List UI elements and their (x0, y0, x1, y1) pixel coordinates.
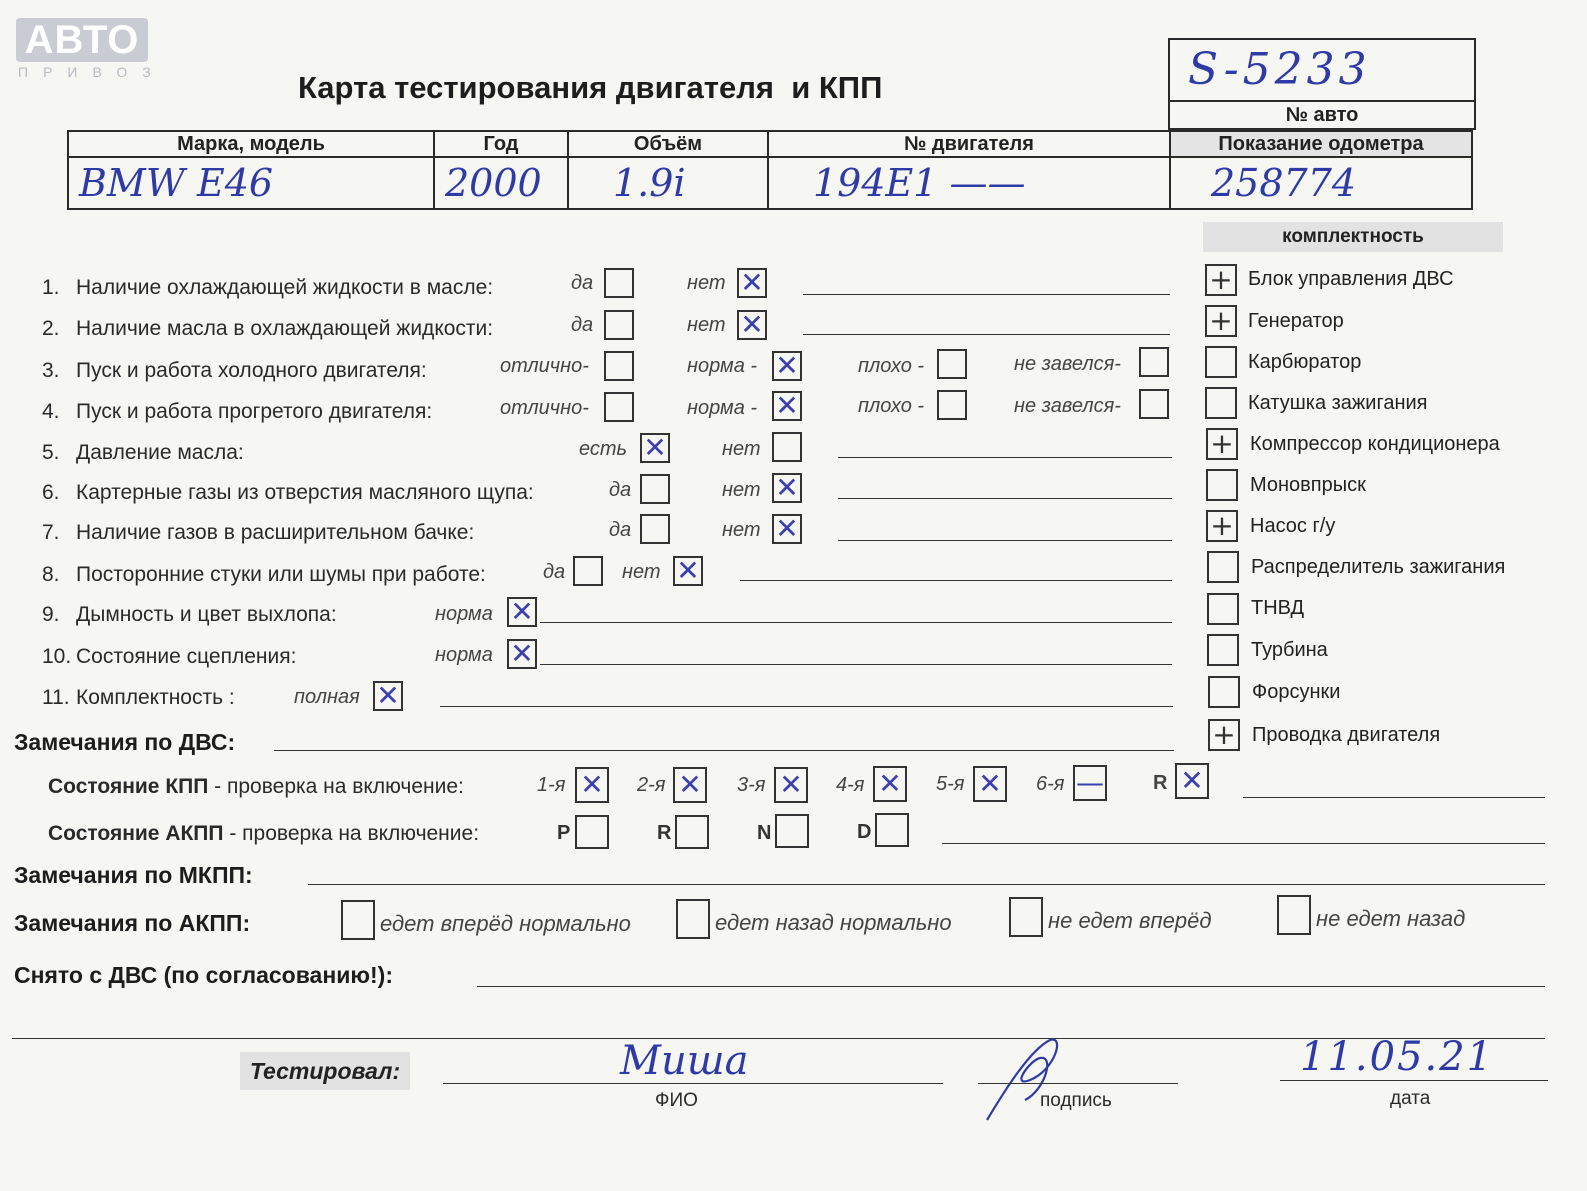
check-mark-icon: ✕ (775, 471, 799, 504)
completeness-label-power-steering-pump: Насос г/у (1250, 515, 1336, 537)
kpp-gear-1-checkbox[interactable] (575, 767, 609, 803)
check-mark-icon: ✕ (775, 349, 799, 382)
kpp-reverse-label: R (1153, 772, 1168, 794)
q3-no-start-label: не завелся- (1014, 353, 1121, 375)
q4-no-start-checkbox[interactable] (1139, 389, 1169, 419)
remarks-mkpp-line[interactable] (308, 884, 1545, 885)
kpp-gear-5-checkbox[interactable] (973, 766, 1007, 802)
question-9: 9. Дымность и цвет выхлопа: (42, 603, 337, 626)
q4-normal-checkbox[interactable] (772, 391, 802, 421)
q10-normal-checkbox[interactable] (507, 639, 537, 669)
q5-absent-label: нет (722, 438, 761, 460)
q7-yes-checkbox[interactable] (640, 514, 670, 544)
dash-mark-icon: — (1076, 766, 1104, 799)
removed-line-1[interactable] (477, 986, 1545, 987)
q10-normal-label: норма (435, 644, 493, 666)
check-mark-icon: ✕ (878, 767, 902, 800)
q4-bad-checkbox[interactable] (937, 390, 967, 420)
q3-no-start-checkbox[interactable] (1139, 347, 1169, 377)
completeness-label-injectors: Форсунки (1252, 681, 1341, 703)
akpp-reverse-ok-label: едет назад нормально (715, 910, 952, 935)
tested-by-label: Тестировал: (240, 1052, 410, 1090)
q2-yes-label: да (571, 314, 594, 336)
q3-normal-label: норма - (687, 355, 758, 377)
q11-notes-line[interactable] (440, 706, 1173, 707)
kpp-gear-5-label: 5-я (936, 773, 965, 795)
akpp-reverse-ok-checkbox[interactable] (676, 899, 710, 939)
question-4: 4. Пуск и работа прогретого двигателя: (42, 400, 433, 423)
question-7: 7. Наличие газов в расширительном бачке: (42, 521, 475, 544)
col-year: Год (434, 131, 568, 157)
completeness-checkbox-ecu[interactable] (1205, 264, 1237, 296)
fio-line[interactable] (443, 1083, 943, 1084)
q2-no-checkbox[interactable] (737, 310, 767, 340)
date-value: 11.05.21 (1300, 1034, 1495, 1080)
q1-yes-checkbox[interactable] (604, 268, 634, 298)
completeness-label-turbo: Турбина (1251, 639, 1328, 661)
q9-notes-line[interactable] (540, 622, 1172, 623)
kpp-reverse-checkbox[interactable] (1175, 763, 1209, 799)
akpp-no-forward-label: не едет вперёд (1048, 908, 1212, 933)
kpp-gear-6-checkbox[interactable] (1073, 765, 1107, 801)
q8-no-checkbox[interactable] (673, 556, 703, 586)
check-mark-icon: ✕ (775, 512, 799, 545)
logo-main: АВТО (16, 18, 148, 62)
q4-normal-label: норма - (687, 397, 758, 419)
check-mark-icon: ✕ (1180, 764, 1204, 797)
q8-yes-label: да (543, 561, 566, 583)
col-odometer: Показание одометра (1170, 131, 1472, 157)
q1-no-label: нет (687, 272, 726, 294)
akpp-label: Состояние АКПП - проверка на включение: (48, 822, 480, 845)
completeness-label-injection-pump: ТНВД (1251, 597, 1305, 619)
check-mark-icon: ✕ (643, 431, 667, 464)
check-mark-icon: ✕ (775, 389, 799, 422)
q3-bad-label: плохо - (858, 355, 925, 377)
q4-excellent-checkbox[interactable] (604, 392, 634, 422)
logo-sub: ПРИВОЗ (18, 64, 166, 80)
akpp-p-label: P (557, 822, 571, 844)
q2-notes-line[interactable] (803, 334, 1170, 335)
fio-signature: Миша (620, 1038, 749, 1084)
question-11: 11. Комплектность : (42, 686, 235, 709)
question-2: 2. Наличие масла в охлаждающей жидкости: (42, 317, 494, 340)
value-make-model: BMW E46 (68, 157, 434, 209)
akpp-n-label: N (757, 822, 772, 844)
q6-yes-checkbox[interactable] (640, 474, 670, 504)
signature-line[interactable] (978, 1083, 1178, 1084)
q5-present-label: есть (579, 438, 628, 460)
col-volume: Объём (568, 131, 768, 157)
q4-bad-label: плохо - (858, 395, 925, 417)
kpp-gear-1-label: 1-я (537, 774, 566, 796)
col-engine-number: № двигателя (768, 131, 1170, 157)
completeness-label-generator: Генератор (1248, 310, 1344, 332)
kpp-gear-4-checkbox[interactable] (873, 766, 907, 802)
question-10: 10. Состояние сцепления: (42, 645, 297, 668)
kpp-gear-3-checkbox[interactable] (774, 767, 808, 803)
q5-present-checkbox[interactable] (640, 433, 670, 463)
akpp-n-checkbox[interactable] (775, 814, 809, 848)
q1-yes-label: да (571, 272, 594, 294)
fio-label: ФИО (655, 1090, 698, 1111)
q11-full-checkbox[interactable] (373, 681, 403, 711)
kpp-gear-2-checkbox[interactable] (673, 767, 707, 803)
completeness-checkbox-carburetor[interactable] (1205, 346, 1237, 378)
completeness-checkbox-power-steering-pump[interactable] (1206, 510, 1238, 542)
kpp-label: Состояние КПП - проверка на включение: (48, 775, 464, 798)
plus-mark-icon: + (1210, 509, 1234, 542)
q11-full-label: полная (294, 686, 360, 708)
question-8: 8. Посторонние стуки или шумы при работе: (42, 563, 486, 586)
q2-yes-checkbox[interactable] (604, 310, 634, 340)
completeness-label-ecu: Блок управления ДВС (1248, 268, 1454, 290)
check-mark-icon: ✕ (740, 266, 764, 299)
q3-bad-checkbox[interactable] (937, 349, 967, 379)
value-volume: 1.9i (568, 157, 768, 209)
check-mark-icon: ✕ (740, 308, 764, 341)
vehicle-info-table (67, 130, 1473, 210)
plus-mark-icon: + (1209, 304, 1233, 337)
remarks-engine-label: Замечания по ДВС: (14, 729, 236, 755)
removed-label: Снято с ДВС (по согласованию!): (14, 962, 393, 988)
value-engine-number: 194E1 —— (768, 157, 1170, 209)
akpp-forward-ok-checkbox[interactable] (341, 900, 375, 940)
check-mark-icon: ✕ (510, 637, 534, 670)
kpp-notes-line[interactable] (1243, 797, 1545, 798)
q3-excellent-checkbox[interactable] (604, 351, 634, 381)
q2-no-label: нет (687, 314, 726, 336)
question-1: 1. Наличие охлаждающей жидкости в масле: (42, 276, 494, 299)
q1-notes-line[interactable] (803, 294, 1170, 295)
kpp-gear-6-label: 6-я (1036, 773, 1065, 795)
signature-label: подпись (1040, 1090, 1112, 1111)
completeness-label-ac-compressor: Компрессор кондиционера (1250, 433, 1500, 455)
akpp-p-checkbox[interactable] (575, 815, 609, 849)
akpp-r-label: R (657, 822, 672, 844)
q7-no-label: нет (722, 519, 761, 541)
q7-yes-label: да (609, 519, 632, 541)
q9-normal-checkbox[interactable] (507, 597, 537, 627)
q4-excellent-label: отлично- (500, 397, 589, 419)
kpp-gear-4-label: 4-я (836, 774, 865, 796)
kpp-gear-2-label: 2-я (637, 774, 666, 796)
q8-yes-checkbox[interactable] (573, 556, 603, 586)
q3-excellent-label: отлично- (500, 355, 589, 377)
q9-normal-label: норма (435, 603, 493, 625)
date-label: дата (1390, 1088, 1431, 1109)
car-id-box (1168, 38, 1476, 130)
q1-no-checkbox[interactable] (737, 268, 767, 298)
completeness-checkbox-distributor[interactable] (1207, 551, 1239, 583)
akpp-no-forward-checkbox[interactable] (1009, 897, 1043, 937)
q6-no-label: нет (722, 479, 761, 501)
q4-no-start-label: не завелся- (1014, 395, 1121, 417)
q3-normal-checkbox[interactable] (772, 351, 802, 381)
completeness-checkbox-engine-wiring[interactable] (1208, 719, 1240, 751)
question-5: 5. Давление масла: (42, 441, 244, 464)
remarks-engine-line[interactable] (274, 750, 1174, 751)
value-year: 2000 (434, 157, 568, 209)
akpp-d-checkbox[interactable] (875, 813, 909, 847)
completeness-label-mono-injection: Моновпрыск (1250, 474, 1366, 496)
q7-notes-line[interactable] (838, 540, 1172, 541)
kpp-gear-3-label: 3-я (737, 774, 766, 796)
plus-mark-icon: + (1209, 263, 1233, 296)
completeness-checkbox-ac-compressor[interactable] (1206, 428, 1238, 460)
akpp-r-checkbox[interactable] (675, 815, 709, 849)
check-mark-icon: ✕ (580, 768, 604, 801)
car-id-value: S-5233 (1170, 40, 1474, 102)
akpp-forward-ok-label: едет вперёд нормально (380, 911, 631, 936)
completeness-label-carburetor: Карбюратор (1248, 351, 1362, 373)
plus-mark-icon: + (1210, 427, 1234, 460)
q10-notes-line[interactable] (540, 664, 1172, 665)
page-title: Карта тестирования двигателя и КПП (298, 70, 883, 105)
car-id-label: № авто (1285, 104, 1359, 126)
completeness-title: комплектность (1203, 222, 1503, 252)
remarks-mkpp-label: Замечания по МКПП: (14, 862, 253, 888)
remarks-akpp-label: Замечания по АКПП: (14, 910, 251, 936)
q6-notes-line[interactable] (838, 498, 1172, 499)
completeness-checkbox-generator[interactable] (1205, 305, 1237, 337)
completeness-checkbox-ignition-coil[interactable] (1205, 387, 1237, 419)
q8-notes-line[interactable] (740, 580, 1172, 581)
q6-no-checkbox[interactable] (772, 473, 802, 503)
logo (16, 18, 166, 80)
completeness-label-distributor: Распределитель зажигания (1251, 556, 1506, 578)
question-6: 6. Картерные газы из отверстия масляного щупа: (42, 481, 534, 504)
check-mark-icon: ✕ (678, 768, 702, 801)
plus-mark-icon: + (1212, 718, 1236, 751)
date-line[interactable] (1280, 1080, 1548, 1081)
q5-absent-checkbox[interactable] (772, 432, 802, 462)
q6-yes-label: да (609, 479, 632, 501)
completeness-label-ignition-coil: Катушка зажигания (1248, 392, 1428, 414)
check-mark-icon: ✕ (376, 679, 400, 712)
check-mark-icon: ✕ (676, 554, 700, 587)
akpp-d-label: D (857, 821, 872, 843)
completeness-checkbox-mono-injection[interactable] (1206, 469, 1238, 501)
q5-notes-line[interactable] (838, 457, 1172, 458)
question-3: 3. Пуск и работа холодного двигателя: (42, 359, 427, 382)
q7-no-checkbox[interactable] (772, 514, 802, 544)
completeness-checkbox-turbo[interactable] (1207, 634, 1239, 666)
completeness-checkbox-injection-pump[interactable] (1207, 593, 1239, 625)
value-odometer: 258774 (1170, 157, 1472, 209)
akpp-notes-line[interactable] (942, 843, 1545, 844)
q8-no-label: нет (622, 561, 661, 583)
col-make-model: Марка, модель (68, 131, 434, 157)
completeness-label-engine-wiring: Проводка двигателя (1252, 724, 1441, 746)
completeness-checkbox-injectors[interactable] (1208, 676, 1240, 708)
akpp-no-reverse-checkbox[interactable] (1277, 895, 1311, 935)
check-mark-icon: ✕ (779, 768, 803, 801)
check-mark-icon: ✕ (978, 767, 1002, 800)
akpp-no-reverse-label: не едет назад (1316, 906, 1466, 931)
check-mark-icon: ✕ (510, 595, 534, 628)
